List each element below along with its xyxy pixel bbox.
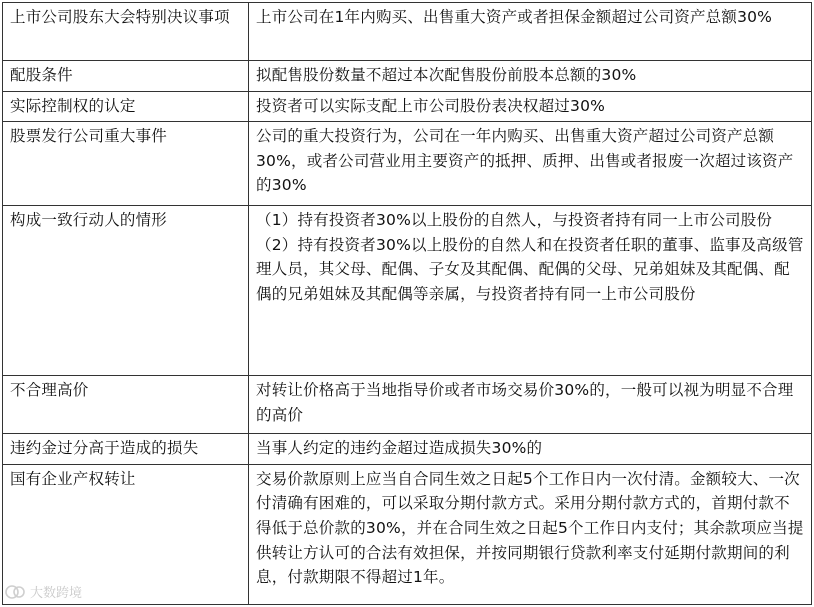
table-row <box>3 61 812 92</box>
clause-2: （2）持有投资者30%以上股份的自然人和在投资者任职的董事、监事及高级管理人员，其父母、配偶、子女及其配偶、配偶的父母、兄弟姐妹及其配偶、配偶的兄弟姐妹及其配偶等亲属，与投资者持有同一上市公司股份 <box>256 235 804 303</box>
row-key: 股票发行公司重大事件 <box>3 122 249 206</box>
row-value: 当事人约定的违约金超过造成损失30%的 <box>249 434 812 465</box>
row-key: 构成一致行动人的情形 <box>3 206 249 376</box>
row-value <box>249 206 812 376</box>
table-row <box>3 434 812 465</box>
clause-1: （1）持有投资者30%以上股份的自然人，与投资者持有同一上市公司股份 <box>256 211 773 230</box>
row-value: 投资者可以实际支配上市公司股份表决权超过30% <box>249 91 812 122</box>
table-row <box>3 3 812 61</box>
brand-logo-icon <box>4 584 26 600</box>
row-key: 配股条件 <box>3 61 249 92</box>
row-value: 交易价款原则上应当自合同生效之日起5个工作日内一次付清。金额较大、一次付清确有困难的，可以采取分期付款方式。采用分期付款方式的，首期付款不得低于总价款的30%，并在合同生效之日起5个工作日内支付；其余款项应当提供转让方认可的合法有效担保，并按同期银行贷款利率支付延期付款期间的利息，付款期限不得超过1年。 <box>249 464 812 604</box>
row-value: 公司的重大投资行为，公司在一年内购买、出售重大资产超过公司资产总额30%，或者公司营业用主要资产的抵押、质押、出售或者报废一次超过该资产的30% <box>249 122 812 206</box>
row-key: 实际控制权的认定 <box>3 91 249 122</box>
row-key: 违约金过分高于造成的损失 <box>3 434 249 465</box>
table-row <box>3 122 812 206</box>
row-value: 上市公司在1年内购买、出售重大资产或者担保金额超过公司资产总额30% <box>249 3 812 61</box>
table-row <box>3 91 812 122</box>
table-row <box>3 464 812 604</box>
row-key: 国有企业产权转让 <box>3 464 249 604</box>
row-value: 对转让价格高于当地指导价或者市场交易价30%的，一般可以视为明显不合理的高价 <box>249 376 812 434</box>
table-row <box>3 206 812 376</box>
table-row <box>3 376 812 434</box>
watermark-text: 大数跨境 <box>30 586 83 601</box>
watermark <box>4 582 82 601</box>
rules-table <box>2 2 812 605</box>
row-key: 上市公司股东大会特别决议事项 <box>3 3 249 61</box>
row-value: 拟配售股份数量不超过本次配售股份前股本总额的30% <box>249 61 812 92</box>
row-key: 不合理高价 <box>3 376 249 434</box>
